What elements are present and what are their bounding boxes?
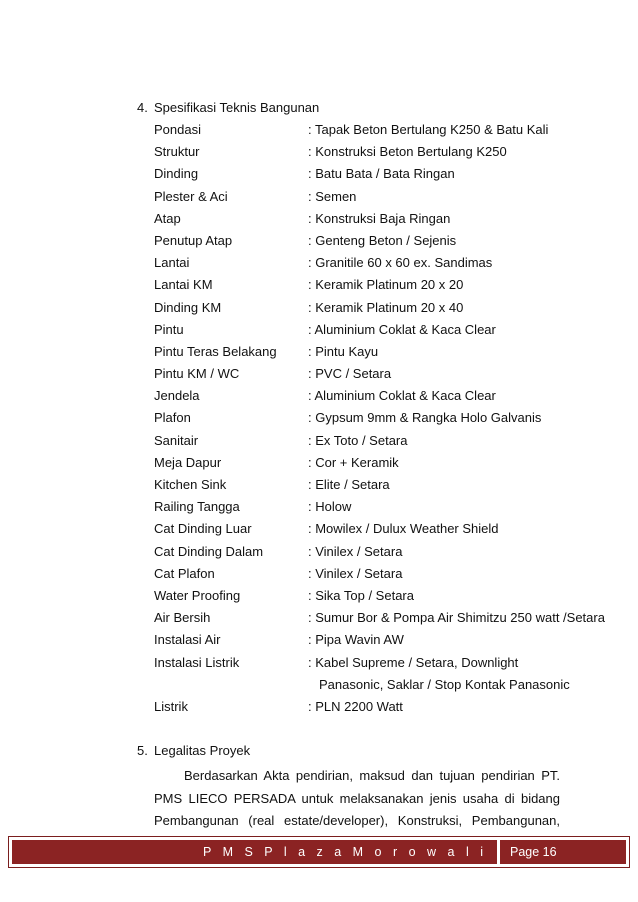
section-5-paragraph <box>154 765 560 833</box>
spec-value: : Aluminium Coklat & Kaca Clear <box>308 321 496 337</box>
spec-row <box>154 277 624 299</box>
spec-label: Water Proofing <box>154 587 241 603</box>
spec-label: Atap <box>154 210 181 226</box>
spec-row <box>154 544 624 566</box>
spec-label: Plafon <box>154 410 191 426</box>
spec-value: : Vinilex / Setara <box>308 565 403 581</box>
spec-label: Jendela <box>154 388 200 404</box>
spec-row <box>154 255 624 277</box>
spec-row <box>154 477 624 499</box>
spec-value: : Konstruksi Baja Ringan <box>308 210 451 226</box>
spec-row <box>154 433 624 455</box>
spec-label: Meja Dapur <box>154 454 222 470</box>
spec-label: Cat Dinding Luar <box>154 521 252 537</box>
spec-label: Struktur <box>154 144 200 160</box>
spec-row <box>154 300 624 322</box>
spec-row <box>154 144 624 166</box>
spec-label: Lantai KM <box>154 277 213 293</box>
spec-label: Cat Dinding Dalam <box>154 543 264 559</box>
spec-list <box>154 122 624 721</box>
spec-label: Plester & Aci <box>154 188 228 204</box>
spec-row <box>154 344 624 366</box>
spec-label: Air Bersih <box>154 610 211 626</box>
paragraph-line <box>154 765 560 788</box>
spec-value: : Sumur Bor & Pompa Air Shimitzu 250 watt /Setara <box>308 610 605 626</box>
spec-label: Instalasi Listrik <box>154 654 240 670</box>
spec-value: : Cor + Keramik <box>308 454 399 470</box>
paragraph-line-text: Berdasarkan Akta pendirian, maksud dan tujuan pendirian PT. <box>184 768 560 783</box>
spec-label: Instalasi Air <box>154 632 221 648</box>
spec-value: : Granitile 60 x 60 ex. Sandimas <box>308 255 493 271</box>
spec-label: Dinding <box>154 166 199 182</box>
spec-value: : Kabel Supreme / Setara, Downlight <box>308 654 519 670</box>
spec-row <box>154 699 624 721</box>
footer-inner <box>12 840 626 864</box>
spec-value: : Tapak Beton Bertulang K250 & Batu Kali <box>308 122 549 137</box>
spec-row <box>154 455 624 477</box>
spec-value: : Batu Bata / Bata Ringan <box>308 166 455 182</box>
spec-row <box>154 588 624 610</box>
spec-label: Listrik <box>154 698 188 714</box>
spec-value: : Semen <box>308 188 357 204</box>
spec-row <box>154 521 624 543</box>
spec-row <box>154 189 624 211</box>
spec-row <box>154 655 624 677</box>
section-4-title: Spesifikasi Teknis Bangunan <box>154 100 320 115</box>
spec-label: Penutup Atap <box>154 232 233 248</box>
page-number: Page 16 <box>500 840 626 864</box>
section-5-number: 5. <box>137 743 148 758</box>
spec-value: : Elite / Setara <box>308 477 390 492</box>
spec-label: Dinding KM <box>154 299 222 315</box>
spec-label: Pondasi <box>154 122 201 137</box>
spec-value: : Genteng Beton / Sejenis <box>308 232 457 248</box>
spec-row <box>154 233 624 255</box>
page-footer <box>8 836 630 868</box>
spec-row <box>154 388 624 410</box>
spec-row <box>154 366 624 388</box>
spec-value-continuation: Panasonic, Saklar / Stop Kontak Panasonic <box>319 676 570 692</box>
spec-row <box>154 166 624 188</box>
paragraph-line <box>154 788 560 811</box>
spec-row <box>154 410 624 432</box>
footer-title: P M S P l a z a M o r o w a l i <box>12 840 497 864</box>
spec-row <box>154 122 624 144</box>
spec-row <box>154 610 624 632</box>
spec-label: Kitchen Sink <box>154 477 227 492</box>
paragraph-line-text: PMS LIECO PERSADA untuk melaksanakan jenis usaha di bidang <box>154 790 560 806</box>
spec-row-continuation <box>154 677 624 699</box>
spec-row <box>154 322 624 344</box>
spec-label: Pintu <box>154 321 184 337</box>
spec-label: Cat Plafon <box>154 565 215 581</box>
spec-label: Railing Tangga <box>154 499 240 515</box>
section-5-title: Legalitas Proyek <box>154 743 251 758</box>
spec-row <box>154 632 624 654</box>
spec-value: : Ex Toto / Setara <box>308 432 408 448</box>
spec-value: : Holow <box>308 499 352 515</box>
spec-row <box>154 566 624 588</box>
spec-value: : Vinilex / Setara <box>308 543 403 559</box>
spec-label: Sanitair <box>154 432 199 448</box>
spec-value: : Keramik Platinum 20 x 40 <box>308 299 464 315</box>
spec-value: : PVC / Setara <box>308 366 392 382</box>
spec-value: : Gypsum 9mm & Rangka Holo Galvanis <box>308 410 542 426</box>
section-4-number: 4. <box>137 100 148 115</box>
spec-value: : PLN 2200 Watt <box>308 698 403 714</box>
spec-value: : Mowilex / Dulux Weather Shield <box>308 521 499 537</box>
spec-row <box>154 211 624 233</box>
spec-value: : Pipa Wavin AW <box>308 632 404 648</box>
spec-row <box>154 499 624 521</box>
spec-value: : Aluminium Coklat & Kaca Clear <box>308 388 496 404</box>
paragraph-line <box>154 810 560 833</box>
spec-value: : Pintu Kayu <box>308 343 379 359</box>
spec-value: : Keramik Platinum 20 x 20 <box>308 277 464 293</box>
paragraph-line-text: Pembangunan (real estate/developer), Konstruksi, Pembangunan, <box>154 813 560 828</box>
spec-label: Pintu KM / WC <box>154 366 240 382</box>
spec-label: Pintu Teras Belakang <box>154 343 277 359</box>
spec-label: Lantai <box>154 255 190 271</box>
spec-value: : Sika Top / Setara <box>308 587 414 603</box>
spec-value: : Konstruksi Beton Bertulang K250 <box>308 144 507 160</box>
